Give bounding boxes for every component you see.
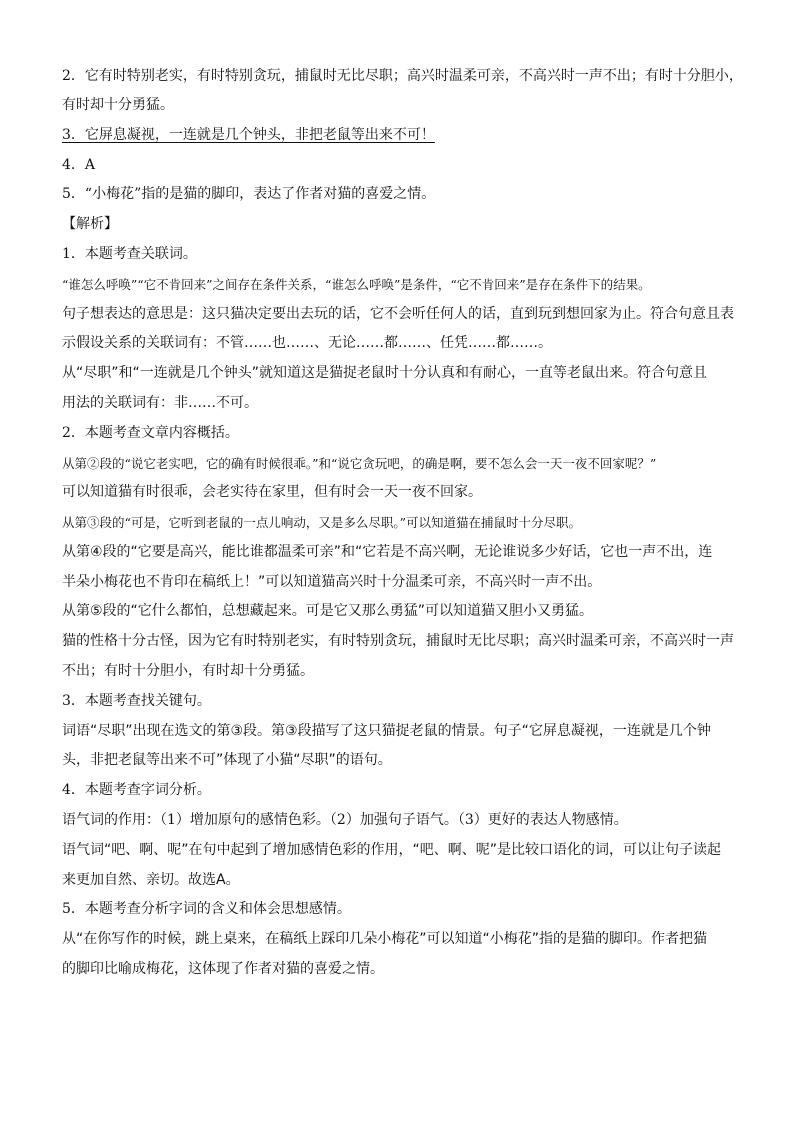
analysis-5-title: 5．本题考查分析字词的含义和体会思想感情。: [62, 901, 351, 917]
analysis-2-line-2: 可以知道猫有时很乖，会老实待在家里，但有时会一天一夜不回家。: [62, 484, 482, 500]
analysis-1-line-4: 从“尽职”和“一连就是几个钟头”就知道这是猫捉老鼠时十分认真和有耐心，一直等老鼠出来。符合句意且: [62, 365, 708, 381]
answer-2-line-2: 有时却十分勇猛。: [62, 97, 174, 113]
analysis-3-title: 3．本题考查找关键句。: [62, 693, 211, 709]
analysis-4-line-3: 来更加自然、亲切。故选A。: [62, 872, 240, 888]
analysis-3-line-2: 头，非把老鼠等出来不可”体现了小猫“尽职”的语句。: [62, 752, 392, 768]
analysis-1-line-5: 用法的关联词有：非……不可。: [62, 395, 258, 411]
analysis-2-line-6: 从第⑤段的“它什么都怕，总想藏起来。可是它又那么勇猛”可以知道猫又胆小又勇猛。: [62, 603, 594, 619]
analysis-4-line-2: 语气词“吧、啊、呢”在句中起到了增加感情色彩的作用，“吧、啊、呢”是比较口语化的词，可以让句子读起: [62, 842, 722, 858]
analysis-2-title: 2．本题考查文章内容概括。: [62, 425, 239, 441]
analysis-4-line-1: 语气词的作用：（1）增加原句的感情色彩。（2）加强句子语气。（3）更好的表达人物感情。: [62, 812, 628, 828]
analysis-4-title: 4．本题考查字词分析。: [62, 782, 211, 798]
analysis-2-line-7: 猫的性格十分古怪，因为它有时特别老实，有时特别贪玩，捕鼠时无比尽职；高兴时温柔可亲，不高兴时一声: [62, 633, 734, 649]
analysis-heading: 【解析】: [62, 216, 118, 232]
analysis-5-line-1: 从“在你写作的时候，跳上桌来，在稿纸上踩印几朵小梅花”可以知道“小梅花”指的是猫的脚印。作者把猫: [62, 931, 708, 947]
analysis-2-line-8: 不出；有时十分胆小，有时却十分勇猛。: [62, 663, 314, 679]
analysis-1-line-3: 示假设关系的关联词有：不管……也……、无论……都……、任凭……都……。: [62, 335, 552, 351]
answer-2-line-1: 2．它有时特别老实，有时特别贪玩，捕鼠时无比尽职；高兴时温柔可亲，不高兴时一声不出；有时十分胆小，: [62, 68, 743, 84]
answer-4: 4．A: [62, 157, 96, 173]
analysis-2-line-1: 从第②段的“说它老实吧，它的确有时候很乖。”和“说它贪玩吧，的确是啊，要不怎么会一天一夜不回家呢？”: [62, 456, 657, 471]
analysis-2-line-3: 从第③段的“可是，它听到老鼠的一点儿响动，又是多么尽职。”可以知道猫在捕鼠时十分尽职。: [62, 515, 582, 530]
analysis-1-line-2: 句子想表达的意思是：这只猫决定要出去玩的话，它不会听任何人的话，直到玩到想回家为止。符合句意且表: [62, 306, 734, 322]
analysis-1-line-1: “谁怎么呼唤”“它不肯回来”之间存在条件关系，“谁怎么呼唤”是条件，“它不肯回来”是存在条件下的结果。: [62, 277, 651, 292]
analysis-2-line-4: 从第④段的“它要是高兴，能比谁都温柔可亲”和“它若是不高兴啊，无论谁说多少好话，它也一声不出，连: [62, 544, 713, 560]
analysis-2-line-5: 半朵小梅花也不肯印在稿纸上！”可以知道猫高兴时十分温柔可亲，不高兴时一声不出。: [62, 574, 602, 590]
analysis-5-line-2: 的脚印比喻成梅花，这体现了作者对猫的喜爱之情。: [62, 961, 384, 977]
analysis-3-line-1: 词语“尽职”出现在选文的第③段。第③段描写了这只猫捉老鼠的情景。句子“它屏息凝视，一连就是几个钟: [62, 723, 711, 739]
analysis-1-title: 1．本题考查关联词。: [62, 246, 197, 262]
answer-3: 3．它屏息凝视，一连就是几个钟头，非把老鼠等出来不可！: [62, 127, 435, 143]
answer-5: 5．“小梅花”指的是猫的脚印，表达了作者对猫的喜爱之情。: [62, 186, 436, 202]
